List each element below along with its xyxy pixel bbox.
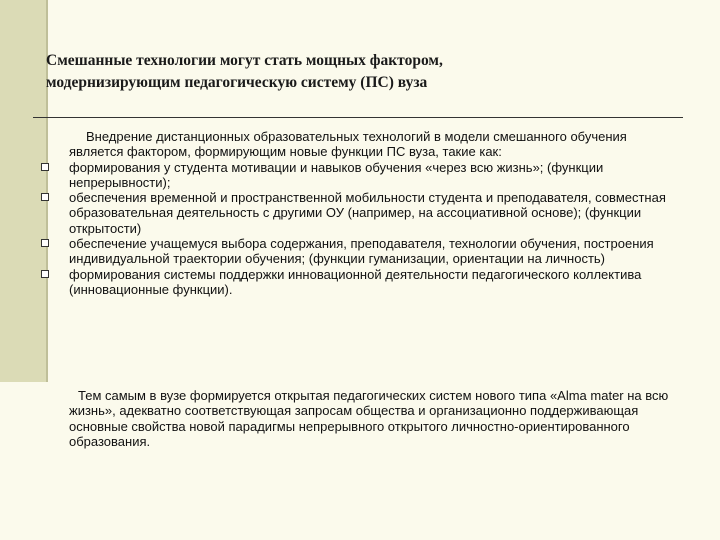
conclusion-paragraph: Тем самым в вузе формируется открытая педагогических систем нового типа «Alma mater на всю жизнь», адекватно соответствующая запросам общества и организационно поддерживающая основные свойства новой парадигмы непрерывного открытого личностно-ориентированного образования. <box>69 388 669 449</box>
list-item-text: формирования системы поддержки инновационной деятельности педагогического коллектива (инновационные функции). <box>69 266 642 297</box>
title-underline-rule <box>33 117 683 118</box>
list-item-text: обеспечение учащемуся выбора содержания, преподавателя, технологии обучения, построения индивидуальной траектории обучения; (функции гуманизации, ориентации на личность) <box>69 236 654 267</box>
bullet-square-icon <box>41 193 49 201</box>
slide-body <box>69 129 669 297</box>
slide-title <box>46 50 686 94</box>
list-item-text: обеспечения временной и пространственной мобильности студента и преподавателя, совместная образовательная деятельность с другими ОУ (например, на ассоциативной основе); (функции открытости) <box>69 190 666 236</box>
list-item <box>69 160 669 191</box>
side-accent-bar <box>0 0 46 382</box>
slide-title-line-2: модернизирующим педагогическую систему (ПС) вуза <box>46 74 428 91</box>
bullet-square-icon <box>41 163 49 171</box>
functions-list <box>69 160 669 298</box>
list-item <box>69 267 669 298</box>
list-item <box>69 236 669 267</box>
slide-title-line-1: Смешанные технологии могут стать мощных фактором, <box>46 52 443 69</box>
bullet-square-icon <box>41 239 49 247</box>
intro-paragraph: Внедрение дистанционных образовательных технологий в модели смешанного обучения является фактором, формирующим новые функции ПС вуза, такие как: <box>69 129 627 160</box>
bullet-square-icon <box>41 270 49 278</box>
list-item-text: формирования у студента мотивации и навыков обучения «через всю жизнь»; (функции непрерывности); <box>69 159 604 190</box>
list-item <box>69 190 669 236</box>
